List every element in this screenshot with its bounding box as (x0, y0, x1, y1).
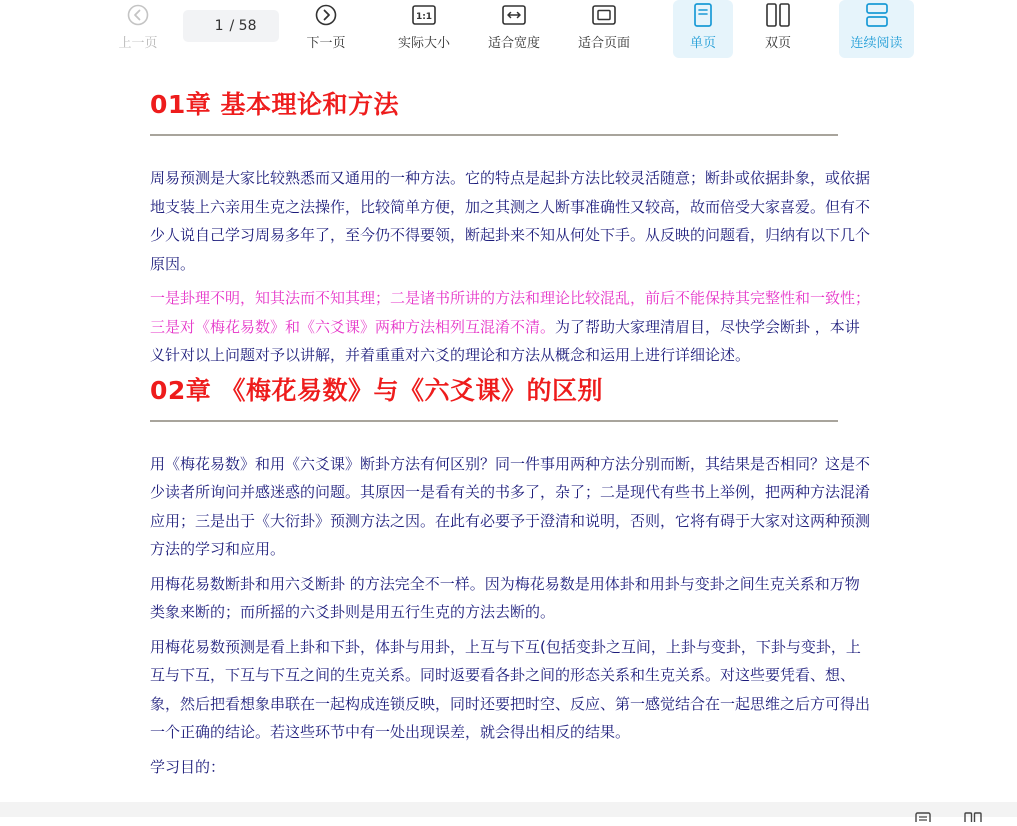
chapter-2-paragraph-1: 用《梅花易数》和用《六爻课》断卦方法有何区别？同一件事用两种方法分别而断，其结果是否相同？这是不少读者所询问并感迷惑的问题。其原因一是看有关的书多了，杂了；二是现代有些书上举例，把两种方法混淆应用；三是出于《大衍卦》预测方法之因。在此有必要予于澄清和说明，否则，它将有碍于大家对这两种预测方法的学习和应用。 (150, 454, 871, 558)
chapter-1-paragraph-2-rest: 为了帮助大家理清眉目，尽快学会断卦 ，本讲义针对以上问题对予以讲解，并着重重对六爻的理论和方法从概念和运用上进行详细论述。 (150, 317, 860, 364)
actual-size-label: 实际大小 (397, 36, 450, 51)
chapter-2-paragraph-4: 学习目的： (150, 757, 226, 776)
continuous-scroll-icon (865, 2, 889, 28)
chapter-1-heading: 章 基本理论和方法 (185, 90, 400, 119)
double-page-button[interactable] (752, 0, 804, 58)
fit-width-button[interactable] (482, 0, 546, 58)
highlighted-text: 一是卦理不明，知其法而不知其理；二是诸书所讲的方法和理论比较混乱，前后不能保持其完整性和一致性；三是对《梅花易数》和《六爻课》两种方法相列互混淆不清。 (150, 289, 871, 336)
fit-page-icon (592, 2, 616, 28)
actual-size-button[interactable] (392, 0, 456, 58)
circle-chevron-right-icon (315, 2, 337, 28)
document-page (150, 62, 872, 781)
status-bar (0, 802, 1017, 817)
chapter-1-number: 01 (150, 90, 186, 119)
svg-text:1:1: 1:1 (415, 12, 433, 22)
toolbar (0, 0, 1017, 62)
continuous-reading-button[interactable] (839, 0, 914, 58)
chapter-2-paragraph-3: 用梅花易数预测是看上卦和下卦，体卦与用卦，上互与下互(包括变卦之互间，上卦与变卦，下卦与变卦，上互与下互，下互与下互之间的生克关系。同时返要看各卦之间的形态关系和生克关系。对这些要凭看、想、象，然后把看想象串联在一起构成连锁反映，同时还要把时空、反应、第一感觉结合在一起思维之后方可得出一个正确的结论。若这些环节中有一处出现误差，就会得出相反的结果。 (150, 637, 871, 741)
prev-page-button[interactable] (112, 0, 164, 58)
fit-width-label: 适合宽度 (487, 36, 540, 51)
chapter-2-divider (150, 420, 838, 422)
fit-page-button[interactable] (572, 0, 636, 58)
single-page-button[interactable] (673, 0, 733, 58)
next-page-label: 下一页 (306, 36, 346, 51)
page-number-input[interactable] (206, 18, 224, 34)
fit-page-label: 适合页面 (577, 36, 630, 51)
page-total: / 58 (229, 18, 257, 34)
chapter-1-title (150, 84, 872, 126)
chapter-2-title (150, 370, 872, 412)
circle-chevron-left-icon (127, 2, 149, 28)
chapter-2-paragraph-2: 用梅花易数断卦和用六爻断卦 的方法完全不一样。因为梅花易数是用体卦和用卦与变卦之间生克关系和万物类象来断的；而所摇的六爻卦则是用五行生克的方法去断的。 (150, 574, 860, 621)
double-page-label: 双页 (764, 36, 791, 51)
chapter-1-divider (150, 134, 838, 136)
next-page-button[interactable] (300, 0, 352, 58)
page-indicator (183, 10, 279, 42)
one-to-one-icon (412, 2, 436, 28)
chapter-2-heading: 章 《梅花易数》与《六爻课》的区别 (185, 375, 604, 405)
fit-width-icon (502, 2, 526, 28)
chapter-1-paragraph-2 (150, 284, 872, 370)
chapter-1-paragraph-1: 周易预测是大家比较熟悉而又通用的一种方法。它的特点是起卦方法比较灵活随意；断卦或依据卦象，或依据地支装上六亲用生克之法操作，比较简单方便，加之其测之人断事准确性又较高，故而倍受大家喜爱。但有不少人说自己学习周易多年了，至今仍不得要领，断起卦来不知从何处下手。从反映的问题看，归纳有以下几个原因。 (150, 169, 871, 273)
continuous-reading-label: 连续阅读 (850, 36, 903, 51)
prev-page-label: 上一页 (118, 36, 158, 51)
single-page-icon (693, 2, 713, 28)
double-page-icon (765, 2, 791, 28)
single-page-label: 单页 (689, 36, 716, 51)
chapter-2-number: 02 (150, 375, 186, 405)
